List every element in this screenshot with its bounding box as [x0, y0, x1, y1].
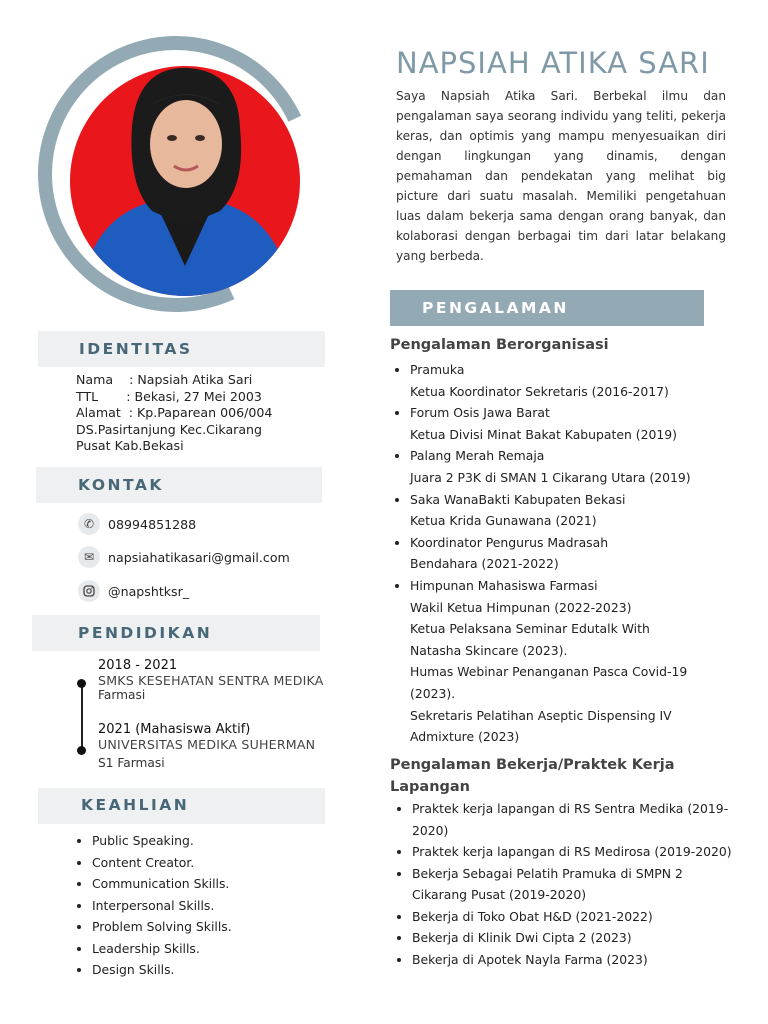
- education-item: [98, 658, 324, 702]
- org-name: • Saka WanaBakti Kabupaten Bekasi: [410, 491, 626, 507]
- org-name: • Koordinator Pengurus Madrasah: [410, 534, 609, 550]
- org-role: Ketua Koordinator Sekretaris (2016-2017): [410, 383, 669, 399]
- org-item: [410, 402, 750, 445]
- kontak-heading: KONTAK: [78, 476, 164, 494]
- skill-item: • Design Skills.: [92, 959, 232, 981]
- about-paragraph: Saya Napsiah Atika Sari. Berbekal ilmu dan pengalaman saya seorang individu yang teliti, pekerja keras, dan optimis yang mampu menyesuaikan diri dengan lingkungan yang dinamis, dengan pemahaman dan pendekatan yang melihat big picture dari suatu masalah. Memiliki pengetahuan luas dalam bekerja sama dengan orang banyak, dan kolaborasi dengan berbagai tim dari latar belakang yang berbeda.: [396, 89, 726, 263]
- profile-photo: [70, 66, 300, 296]
- org-role: Wakil Ketua Himpunan (2022-2023): [410, 599, 632, 615]
- identitas-heading: IDENTITAS: [79, 340, 193, 358]
- org-item: [410, 575, 750, 748]
- org-name: • Pramuka: [410, 362, 465, 377]
- education-school: SMKS KESEHATAN SENTRA MEDIKA: [98, 673, 324, 688]
- keahlian-heading: KEAHLIAN: [81, 796, 190, 814]
- pendidikan-heading: PENDIDIKAN: [78, 624, 213, 642]
- org-name: • Forum Osis Jawa Barat: [410, 405, 550, 421]
- education-program: Farmasi: [98, 688, 146, 702]
- org-name: • Himpunan Mahasiswa Farmasi: [410, 577, 598, 593]
- pengalaman-header-bar: [390, 290, 704, 326]
- identitas-line: Alamat : Kp.Paparean 006/004: [76, 405, 273, 420]
- person-name: NAPSIAH ATIKA SARI: [396, 46, 710, 80]
- identitas-line: Nama : Napsiah Atika Sari: [76, 372, 253, 387]
- kontak-header-bar: [36, 467, 322, 503]
- org-role: Ketua Krida Gunawana (2021): [410, 513, 597, 529]
- skills-list: [74, 830, 232, 981]
- identitas-line: Pusat Kab.Bekasi: [76, 438, 184, 453]
- identitas-line: TTL : Bekasi, 27 Mei 2003: [76, 388, 262, 404]
- education-item: [98, 722, 315, 770]
- work-item: • Bekerja di Apotek Nayla Farma (2023): [412, 949, 760, 971]
- education-years: 2018 - 2021: [98, 658, 178, 673]
- org-item: [410, 489, 750, 532]
- skill-item: • Public Speaking.: [92, 830, 232, 852]
- instagram-handle: @napshtksr_: [108, 583, 190, 599]
- contact-phone[interactable]: [78, 513, 196, 535]
- org-item: [410, 359, 750, 402]
- work-item: • Bekerja Sebagai Pelatih Pramuka di SMPN 2 Cikarang Pusat (2019-2020): [412, 863, 712, 906]
- org-item: [410, 532, 750, 575]
- work-experience-heading: Pengalaman Bekerja/Praktek Kerja Lapangan: [390, 757, 675, 795]
- timeline-dot: [77, 746, 86, 755]
- timeline-dot: [77, 679, 86, 688]
- org-role: Humas Webinar Penanganan Pasca Covid-19 (2023).: [410, 664, 688, 701]
- education-years: 2021 (Mahasiswa Aktif): [98, 722, 251, 737]
- org-item: [410, 445, 750, 488]
- work-item: • Bekerja di Klinik Dwi Cipta 2 (2023): [412, 927, 760, 949]
- org-experience-heading: Pengalaman Berorganisasi: [390, 337, 609, 353]
- phone-icon: ✆: [78, 513, 100, 535]
- skill-item: • Leadership Skills.: [92, 938, 232, 960]
- mail-icon: ✉: [78, 546, 100, 568]
- work-item: • Praktek kerja lapangan di RS Sentra Medika (2019-2020): [412, 798, 760, 841]
- skill-item: • Content Creator.: [92, 852, 232, 874]
- contact-email[interactable]: [78, 546, 290, 568]
- identitas-header-bar: [38, 331, 325, 367]
- work-item: • Bekerja di Toko Obat H&D (2021-2022): [412, 906, 760, 928]
- contact-instagram[interactable]: [78, 580, 189, 602]
- work-item: • Praktek kerja lapangan di RS Medirosa (2019-2020): [412, 841, 760, 863]
- skill-item: • Problem Solving Skills.: [92, 916, 232, 938]
- portrait-illustration: [70, 66, 300, 296]
- skill-item: • Communication Skills.: [92, 873, 232, 895]
- org-name: • Palang Merah Remaja: [410, 448, 545, 464]
- org-experience-list: [392, 359, 750, 748]
- email-address: napsiahatikasari@gmail.com: [108, 549, 290, 565]
- org-role: Juara 2 P3K di SMAN 1 Cikarang Utara (2019): [410, 469, 691, 485]
- timeline-line: [81, 683, 83, 751]
- skill-item: • Interpersonal Skills.: [92, 895, 232, 917]
- instagram-icon: [78, 580, 100, 602]
- org-role: Ketua Pelaksana Seminar Edutalk With Natasha Skincare (2023).: [410, 621, 650, 658]
- keahlian-header-bar: [38, 788, 325, 824]
- identitas-details: [76, 372, 272, 455]
- phone-number: 08994851288: [108, 516, 197, 532]
- identitas-line: DS.Pasirtanjung Kec.Cikarang: [76, 421, 263, 437]
- work-experience-list: [394, 798, 760, 970]
- org-role: Sekretaris Pelatihan Aseptic Dispensing IV Admixture (2023): [410, 707, 672, 745]
- education-school: UNIVERSITAS MEDIKA SUHERMAN: [98, 737, 316, 752]
- pengalaman-heading: PENGALAMAN: [422, 299, 569, 317]
- org-role: Ketua Divisi Minat Bakat Kabupaten (2019): [410, 426, 677, 442]
- org-role: Bendahara (2021-2022): [410, 556, 559, 572]
- pendidikan-header-bar: [32, 615, 320, 651]
- education-program: S1 Farmasi: [98, 756, 165, 770]
